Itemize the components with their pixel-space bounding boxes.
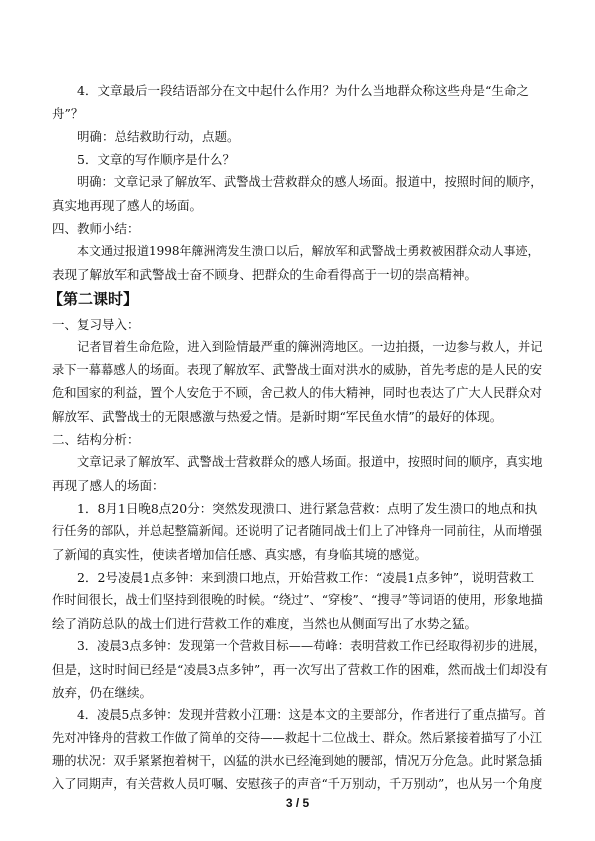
text-line: 解放军、武警战士的无限感激与热爱之情。是新时期“军民鱼水情”的最好的体现。: [52, 409, 503, 424]
text-line: 作时间很长，战士们坚持到很晚的时候。“绕过”、“穿梭”、“搜寻”等词语的使用，形象地描: [52, 593, 543, 607]
text-line: 绘了消防总队的战士们进行营救工作的难度，当然也从侧面写出了水势之猛。: [52, 616, 478, 631]
text-line: 录下一幕幕感人的场面。表现了解放军、武警战士面对洪水的威胁，首先考虑的是人民的安: [52, 363, 542, 377]
section-heading: 四、教师小结：: [52, 221, 140, 236]
text-line: 入了同期声，有关营救人员叮嘱、安慰孩子的声音“千万别动，千万别动”，也从另一个角度: [52, 777, 543, 791]
text-line: 真实地再现了感人的场面。: [52, 198, 203, 213]
section-heading: 二、结构分析：: [52, 432, 140, 447]
text-line: 明确：文章记录了解放军、武警战士营救群众的感人场面。报道中，按照时间的顺序，: [77, 175, 543, 189]
text-line: 1．8月1日晚8点20分：突然发现溃口、进行紧急营救：点明了发生溃口的地点和执: [77, 501, 538, 516]
text-line: 行任务的部队，并总起整篇新闻。还说明了记者随同战士们上了冲锋舟一同前往，从而增强: [52, 524, 542, 538]
text-line: 3．凌晨3点多钟：发现第一个营救目标——苟峰：表明营救工作已经取得初步的进展，: [77, 639, 546, 653]
text-line: 记者冒着生命危险，进入到险情最严重的簰洲湾地区。一边拍摄，一边参与救人，并记: [77, 340, 543, 354]
text-line: 再现了感人的场面：: [52, 478, 165, 493]
section-heading: 一、复习导入：: [52, 317, 140, 332]
text-line: 5．文章的写作顺序是什么？: [77, 152, 235, 167]
text-line: 4．凌晨5点多钟：发现并营救小江珊：这是本文的主要部分，作者进行了重点描写。首: [77, 708, 546, 722]
text-line: 了新闻的真实性，使读者增加信任感、真实感，有身临其境的感觉。: [52, 547, 428, 562]
text-line: 危和国家的利益，置个人安危于不顾，舍己救人的伟大精神，同时也表达了广大人民群众对: [52, 386, 542, 400]
text-line: 4．文章最后一段结语部分在文中起什么作用？为什么当地群众称这些舟是“生命之: [77, 83, 529, 98]
text-line: 放弃，仍在继续。: [52, 685, 153, 700]
text-line: 先对冲锋舟的营救工作做了简单的交待——救起十二位战士、群众。然后紧接着描写了小江: [52, 731, 542, 745]
text-line: 但是，这时时间已经是“凌晨3点多钟”，再一次写出了营救工作的困难，然而战士们却没有: [52, 662, 548, 677]
page-number: 3 / 5: [285, 796, 310, 810]
text-line: 明确：总结救助行动，点题。: [77, 129, 240, 144]
text-line: 珊的状况：双手紧紧抱着树干，凶猛的洪水已经淹到她的腰部，情况万分危急。此时紧急插: [52, 754, 542, 768]
text-line: 表现了解放军和武警战士奋不顾身、把群众的生命看得高于一切的崇高精神。: [52, 267, 478, 282]
text-line: 文章记录了解放军、武警战士营救群众的感人场面。报道中，按照时间的顺序，真实地: [77, 455, 543, 469]
lesson-heading: 【第二课时】: [48, 290, 139, 308]
text-line: 2．2号凌晨1点多钟：来到溃口地点，开始营救工作：“凌晨1点多钟”，说明营救工: [77, 570, 535, 585]
text-line: 舟”？: [52, 106, 84, 121]
text-line: 本文通过报道1998年簰洲湾发生溃口以后，解放军和武警战士勇救被困群众动人事迹，: [77, 244, 540, 258]
